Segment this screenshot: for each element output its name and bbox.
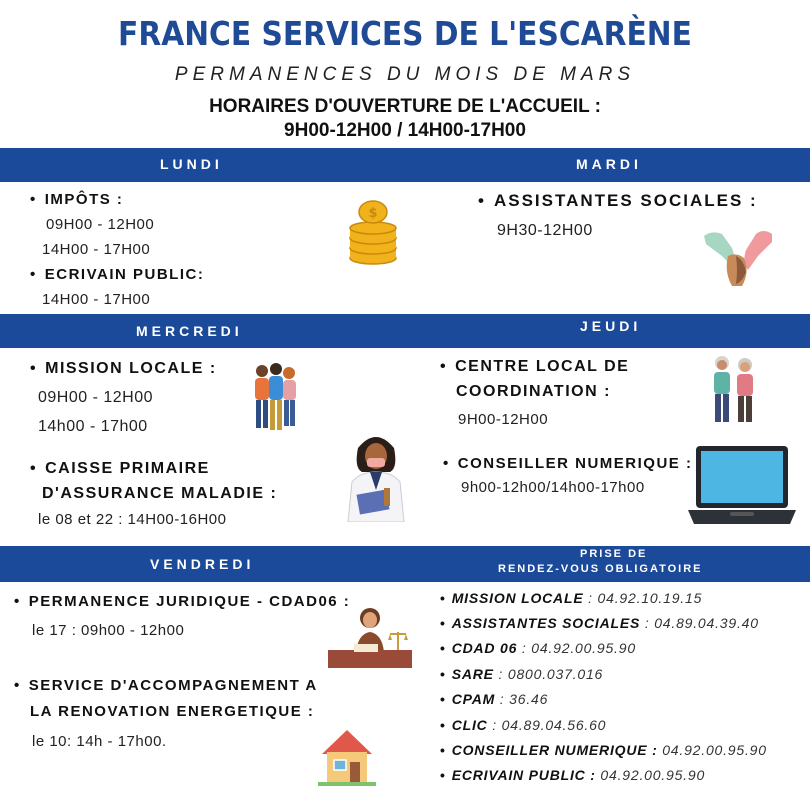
day-mercredi: MERCREDI [136,323,243,339]
conseiller-numerique-label: • CONSEILLER NUMERIQUE : [443,455,692,472]
assistantes-sociales-time: 9H30-12H00 [497,222,593,239]
contact-item [440,590,702,606]
caisse-primaire-label-line2: D'ASSURANCE MALADIE : [42,485,278,502]
contact-phone: : 0800.037.016 [493,666,604,682]
laptop-icon [686,444,798,528]
service-accompagnement-time: le 10: 14h - 17h00. [32,733,167,750]
caisse-primaire-time: le 08 et 22 : 14H00-16H00 [38,511,227,528]
contact-phone: 04.92.00.95.90 [657,742,767,758]
svg-text:$: $ [368,206,378,221]
contact-item [440,666,603,682]
mission-locale-label: • MISSION LOCALE : [30,360,217,378]
permanence-juridique-label: • PERMANENCE JURIDIQUE - CDAD06 : [14,593,350,610]
contact-phone: : 04.89.04.39.40 [640,615,759,631]
ecrivain-public-time: 14H00 - 17H00 [42,291,151,308]
contact-item [440,767,705,783]
impots-time-afternoon: 14H00 - 17H00 [42,241,151,258]
contact-phone: 04.92.00.95.90 [595,767,706,783]
service-accompagnement-label-line1: • SERVICE D'ACCOMPAGNEMENT A [14,677,318,694]
rdv-line1: PRISE DE [580,548,648,560]
assistantes-sociales-label: • ASSISTANTES SOCIALES : [478,191,758,211]
mission-locale-time-morning: 09H00 - 12H00 [38,389,154,406]
opening-hours-label: HORAIRES D'OUVERTURE DE L'ACCUEIL : [209,96,601,117]
contact-item [440,742,767,758]
holding-hands-icon [702,226,774,290]
contact-label: • CLIC [440,717,488,733]
impots-label: • IMPÔTS : [30,191,123,208]
rdv-line2: RENDEZ-VOUS OBLIGATOIRE [498,563,703,575]
day-vendredi: VENDREDI [150,556,255,572]
conseiller-numerique-time: 9h00-12h00/14h00-17h00 [461,479,645,496]
ecrivain-public-label: • ECRIVAIN PUBLIC: [30,266,204,283]
contact-item [440,615,759,631]
lawyer-icon [328,604,412,668]
page-subtitle: PERMANENCES DU MOIS DE MARS [174,64,636,85]
day-mardi: MARDI [576,156,642,172]
contact-item [440,691,548,707]
centre-local-label-line2: COORDINATION : [456,383,611,400]
contact-phone: : 36.46 [495,691,549,707]
contact-label: • CDAD 06 [440,640,517,656]
day-jeudi: JEUDI [580,318,642,334]
page-title: FRANCE SERVICES DE L'ESCARÈNE [118,14,692,53]
contact-label: • CPAM [440,691,495,707]
doctor-icon [340,430,412,522]
contact-phone: : 04.92.00.95.90 [517,640,636,656]
contact-label: • CONSEILLER NUMERIQUE : [440,742,658,758]
contact-label: • ASSISTANTES SOCIALES [440,615,640,631]
permanence-juridique-time: le 17 : 09h00 - 12h00 [32,622,185,639]
coins-icon [346,200,400,266]
service-accompagnement-label-line2: LA RENOVATION ENERGETIQUE : [30,703,315,720]
contact-phone: : 04.89.04.56.60 [487,717,607,733]
opening-hours-value: 9H00-12H00 / 14H00-17H00 [284,120,526,141]
band-vendredi-rdv [0,546,810,582]
contact-phone: : 04.92.10.19.15 [583,590,703,606]
contact-label: • SARE [440,666,494,682]
caisse-primaire-label-line1: • CAISSE PRIMAIRE [30,460,210,478]
elderly-couple-icon [708,354,760,426]
impots-time-morning: 09H00 - 12H00 [46,216,155,233]
contact-item [440,717,606,733]
centre-local-label-line1: • CENTRE LOCAL DE [440,358,629,376]
contact-label: • ECRIVAIN PUBLIC : [440,767,596,783]
day-lundi: LUNDI [160,156,223,172]
people-group-icon [250,362,300,432]
contact-label: • MISSION LOCALE [440,590,583,606]
contact-item [440,640,636,656]
centre-local-time: 9H00-12H00 [458,411,549,428]
band-mercredi-jeudi [0,314,810,348]
band-lundi-mardi [0,148,810,182]
mission-locale-time-afternoon: 14h00 - 17h00 [38,418,148,435]
house-icon [318,726,376,786]
